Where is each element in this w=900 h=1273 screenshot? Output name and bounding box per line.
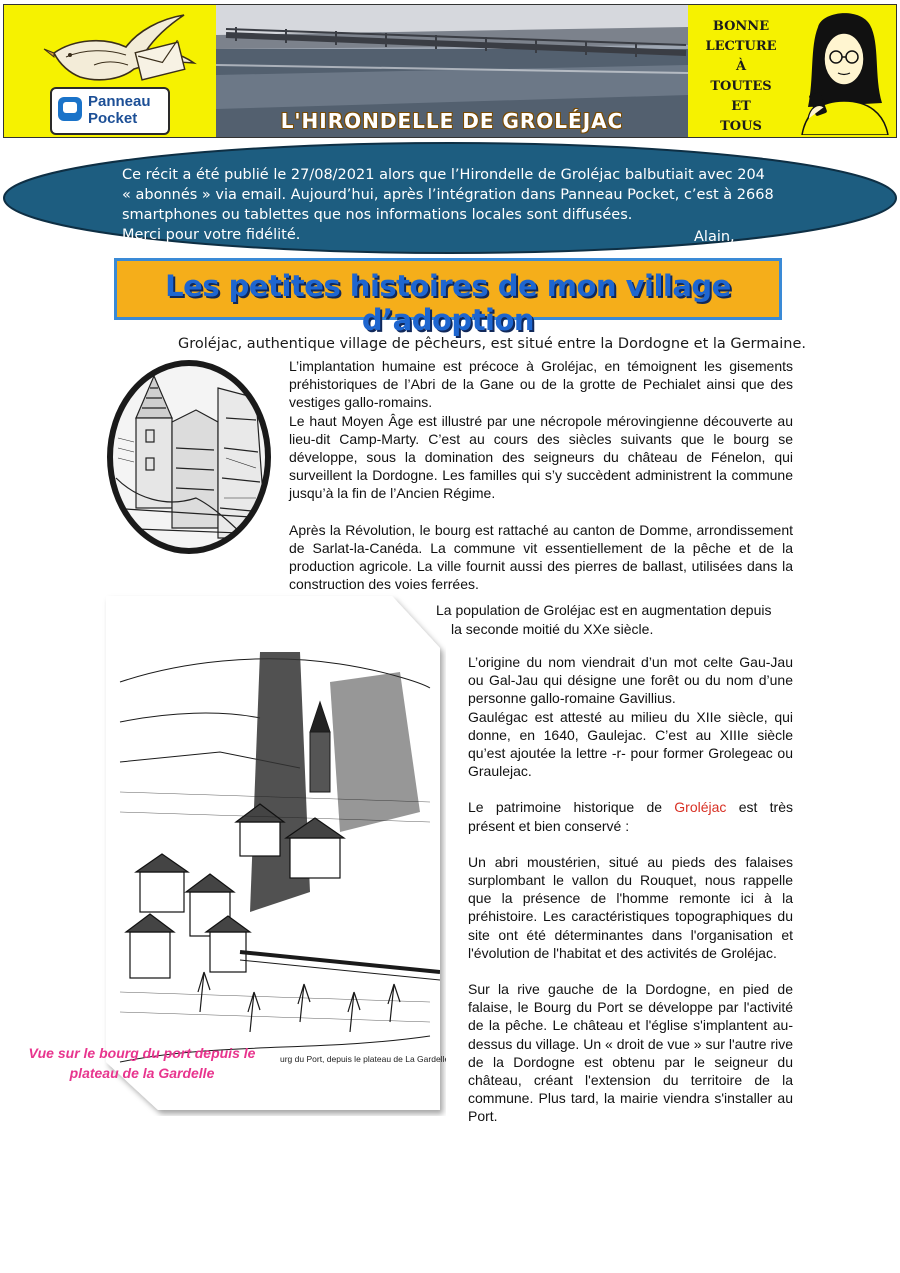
chat-bubble-icon	[58, 97, 82, 121]
bourg-du-port-sketch	[100, 592, 446, 1116]
notice-line: smartphones ou tablettes que nos informations locales sont diffusées.	[122, 207, 633, 223]
logo-line-1: Panneau	[88, 93, 151, 110]
paragraph-3: Après la Révolution, le bourg est rattaché au canton de Domme, arrondissement de Sarlat-la-Canéda. La commune vit essentiellement de la pêche et de la production agricole. La ville fournit aussi des pierres de ballast, utilisées dans la construction des voies ferrées.	[289, 521, 793, 593]
header-left-panel	[4, 5, 216, 137]
sketch-caption: urg du Port, depuis le plateau de La Gardelle	[280, 1054, 446, 1064]
paragraph-prehistory	[289, 357, 793, 593]
village-sketch-illustration	[100, 592, 446, 1116]
notice-line: Ce récit a été publié le 27/08/2021 alors que l’Hirondelle de Groléjac balbutiait avec 204	[122, 167, 765, 183]
paragraph-5: L’origine du nom viendrait d’un mot celte Gau-Jau ou Gal-Jau qui désigne une forêt ou du nom d’une personne gallo-romaine Gavillius.	[468, 654, 793, 707]
notice-signature: Alain,	[694, 229, 735, 245]
paragraph-spacer	[468, 835, 793, 853]
swallow-letter-icon	[34, 9, 204, 89]
paragraph-4-line-2: la seconde moitié du XXe siècle.	[451, 620, 654, 637]
paragraph-spacer	[468, 780, 793, 798]
intro-text: Groléjac, authentique village de pêcheurs, est situé entre la Dordogne et la Germaine.	[178, 336, 807, 352]
paragraph-7-after: est très présent et bien conservé :	[468, 799, 793, 834]
notice-oval	[2, 141, 898, 255]
paragraph-4-line-1: La population de Groléjac est en augmentation depuis	[436, 602, 772, 618]
greeting-line: TOUTES	[710, 79, 772, 94]
paragraph-spacer	[289, 503, 793, 521]
header-right-panel	[688, 5, 896, 137]
greeting-line: BONNE	[712, 19, 770, 34]
paragraph-6: Gaulégac est attesté au milieu du XIIe siècle, qui donne, en 1640, Gaulejac. C’est au XIIIe siècle qu’est ajoutée la lettre -r- pour former Grolegeac ou Graulejac.	[468, 708, 793, 780]
header-banner	[3, 4, 897, 138]
paragraph-1: L’implantation humaine est précoce à Groléjac, en témoignent les gisements préhistoriques de l’Abri de la Gane ou de la grotte de Pechialet ainsi que des vestiges gallo-romains.	[289, 358, 793, 411]
greeting-line: LECTURE	[705, 39, 777, 54]
paragraph-2: Le haut Moyen Âge est illustré par une nécropole mérovingienne découverte au lieu-dit Camp-Marty. C’est au cours des siècles suivants que le bourg se développe, sous la domination des seigneurs du château de Fénelon, qui surveillent la Dordogne. Les familles qui s’y succèdent administrent la commune jusqu’à la fin de l’Ancien Régime.	[289, 412, 793, 502]
paragraph-7	[468, 798, 793, 834]
lake-pier-photo	[216, 5, 688, 137]
paragraph-spacer	[468, 962, 793, 980]
notice-text	[122, 165, 782, 245]
tower-sketch-illustration	[106, 358, 272, 556]
paragraph-9: Sur la rive gauche de la Dordogne, en pied de falaise, le Bourg du Port se développe par l'activité de la pêche. Le château et l'église s'implantent au-dessus du village. Un « droit de vue » sur l'autre rive de la Dordogne est obtenu par le seigneur du château, créant l'extension du territoire de la commune. Plus tard, la mairie viendra s'installer au Port.	[468, 981, 793, 1125]
grolejac-highlight: Groléjac	[674, 799, 727, 816]
notice-line: « abonnés » via email. Aujourd’hui, après l’intégration dans Panneau Pocket, c’est à 2668	[122, 187, 774, 203]
banner-title: L'HIRONDELLE DE GROLÉJAC	[280, 109, 624, 133]
greeting-text	[696, 17, 786, 137]
paragraph-8: Un abri moustérien, situé au pieds des falaises surplombant le vallon du Rouquet, nous rappelle que la présence de l'homme remonte ici à la préhistoire. Les caractéristiques topographiques du site ont été déterminantes dans l'organisation et l'évolution de l'habitat et des activités de Groléjac.	[468, 853, 793, 961]
greeting-line: ET	[731, 99, 751, 114]
section-title: Les petites histoires de mon village d’adoption	[165, 269, 731, 337]
paragraph-7-before: Le patrimoine historique de	[468, 799, 675, 816]
section-title-box	[114, 258, 782, 337]
sketch-caption-text: Vue sur le bourg du port depuis le plateau de la Gardelle	[28, 1045, 256, 1081]
population-text	[436, 601, 796, 638]
logo-line-2: Pocket	[88, 110, 138, 127]
greeting-line: À	[735, 59, 747, 74]
notice-line: Merci pour votre fidélité.	[122, 227, 301, 243]
woman-reading-phone-icon	[788, 7, 892, 135]
village-tower-sketch	[106, 358, 272, 556]
history-column	[468, 653, 793, 1126]
greeting-line: TOUS	[720, 119, 762, 134]
panneau-pocket-logo	[50, 87, 170, 135]
